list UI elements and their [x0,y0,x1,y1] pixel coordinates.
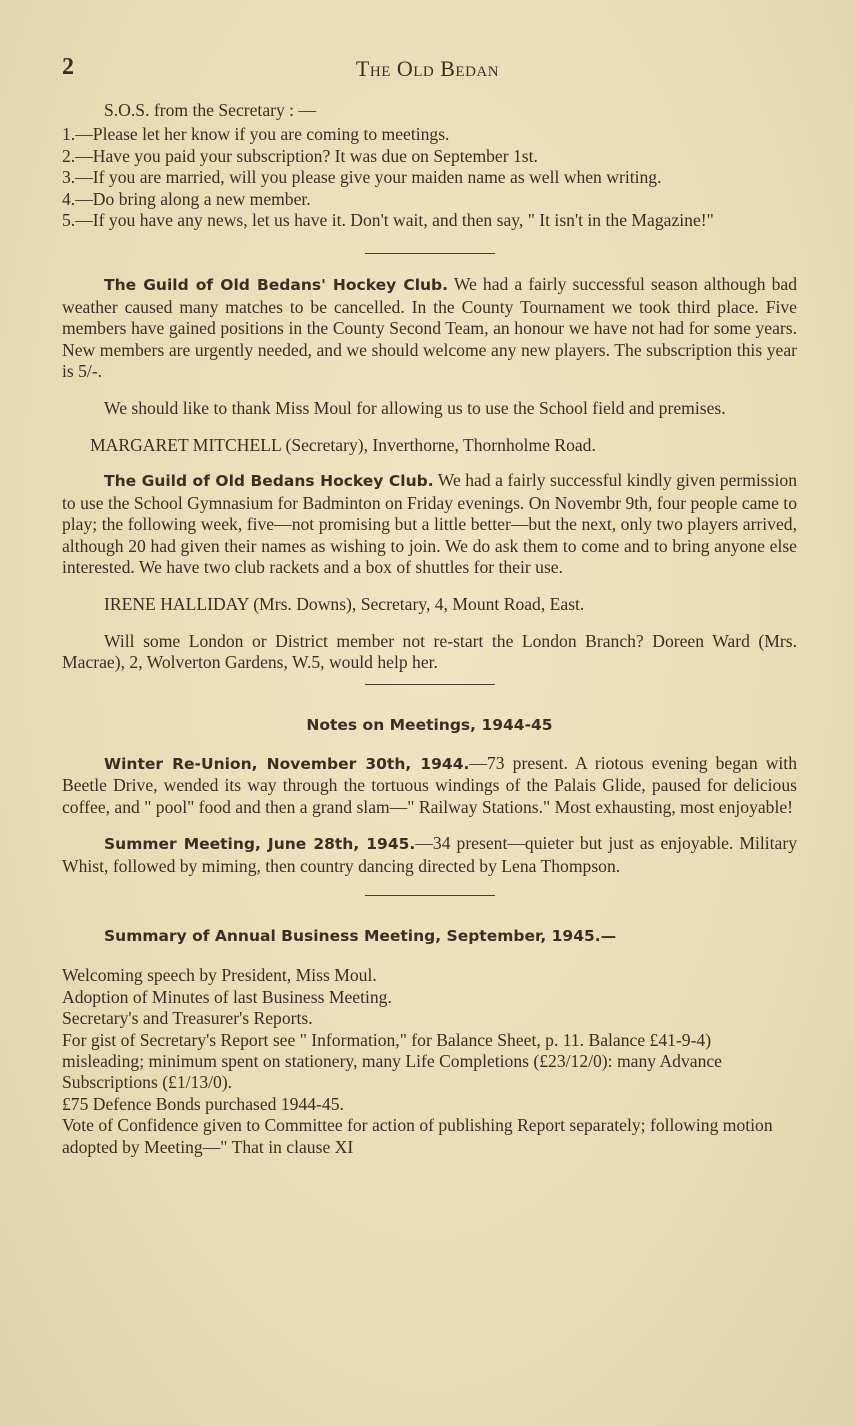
winter-body: —73 present. A riotous evening began with Beetle Drive, wended its way through the tortuous windings of the Palais Glide, paused for delicious coffee, and " pool" food and then a grand slam—" Railway Stations." Most exhausting, most enjoyable! [62,752,797,817]
summary-line: For gist of Secretary's Report see " Information," for Balance Sheet, p. 11. Balance £41-9-4) misleading; minimum spent on stationery, many Life Completions (£23/12/0): many Advance Subscriptions (£1/13/0). [62,1029,722,1093]
summer-body: —34 present—quieter but just as enjoyable. Military Whist, followed by miming, then country dancing directed by Lena Thompson. [62,833,797,876]
meetings-heading: Notes on Meetings, 1944-45 [306,715,553,734]
sos-item: 2.—Have you paid your subscription? It was due on September 1st. [62,145,538,166]
hockey-paragraph [62,274,797,382]
summary-line: Secretary's and Treasurer's Reports. [62,1008,313,1029]
badminton-body: We had a fairly successful kindly given permission to use the School Gymnasium for Badminton on Friday evenings. On Novembr 9th, four people came to play; the following week, five—not promising but a little better—but the next, only two players arrived, although 20 had given their names as wishing to join. We do ask them to come and to bring anyone else interested. We have two club rackets and a box of shuttles for their use. [62,470,797,577]
summary-line: Adoption of Minutes of last Business Meeting. [62,986,392,1007]
sos-section [62,100,797,231]
badminton-heading: The Guild of Old Bedans Hockey Club. [104,472,434,491]
winter-heading: Winter Re-Union, November 30th, 1944. [104,754,470,773]
section-divider [365,895,495,896]
london-paragraph: Will some London or District member not re-start the London Branch? Doreen Ward (Mrs. Macrae), 2, Wolverton Gardens, W.5, would help her. [62,630,797,673]
section-divider [365,684,495,685]
summer-paragraph [62,833,797,877]
section-divider [365,253,495,254]
sos-title: S.O.S. from the Secretary : — [104,100,317,120]
summer-heading: Summer Meeting, June 28th, 1945. [104,835,416,854]
hockey-body: We had a fairly successful season although bad weather caused many matches to be cancelled. In the County Tournament we took third place. Five members have gained positions in the County Second Team, an honour we have not had for some years. New members are urgently needed, and we should welcome any new players. The subscription this year is 5/-. [62,274,797,382]
running-title: The Old Bedan [355,56,500,81]
london-section [62,631,797,674]
sos-item: 5.—If you have any news, let us have it. Don't wait, and then say, " It isn't in the Magazine!" [62,210,714,231]
page-header [0,54,855,90]
page-content [62,100,797,1158]
winter-paragraph [62,753,797,818]
summary-section [62,926,797,1158]
hockey-heading: The Guild of Old Bedans' Hockey Club. [104,276,449,295]
sos-item: 4.—Do bring along a new member. [62,188,311,209]
summary-line: £75 Defence Bonds purchased 1944-45. [62,1093,344,1114]
summary-line: Vote of Confidence given to Committee for action of publishing Report separately; following motion adopted by Meeting—" That in clause XI [62,1115,773,1157]
summary-lines [62,965,797,1158]
hockey-section [62,274,797,456]
summary-line: Welcoming speech by President, Miss Moul. [62,965,377,986]
hockey-signature: MARGARET MITCHELL (Secretary), Inverthorne, Thornholme Road. [90,434,596,455]
badminton-paragraph [62,470,797,578]
hockey-thanks: We should like to thank Miss Moul for allowing us to use the School field and premises. [104,398,726,419]
sos-item: 3.—If you are married, will you please give your maiden name as well when writing. [62,167,662,188]
sos-item: 1.—Please let her know if you are coming to meetings. [62,124,450,145]
badminton-signature: IRENE HALLIDAY (Mrs. Downs), Secretary, 4, Mount Road, East. [104,594,585,615]
page-number: 2 [62,54,74,80]
badminton-section [62,470,797,615]
meetings-section [62,715,797,877]
summary-heading: Summary of Annual Business Meeting, September, 1945.— [104,926,617,945]
